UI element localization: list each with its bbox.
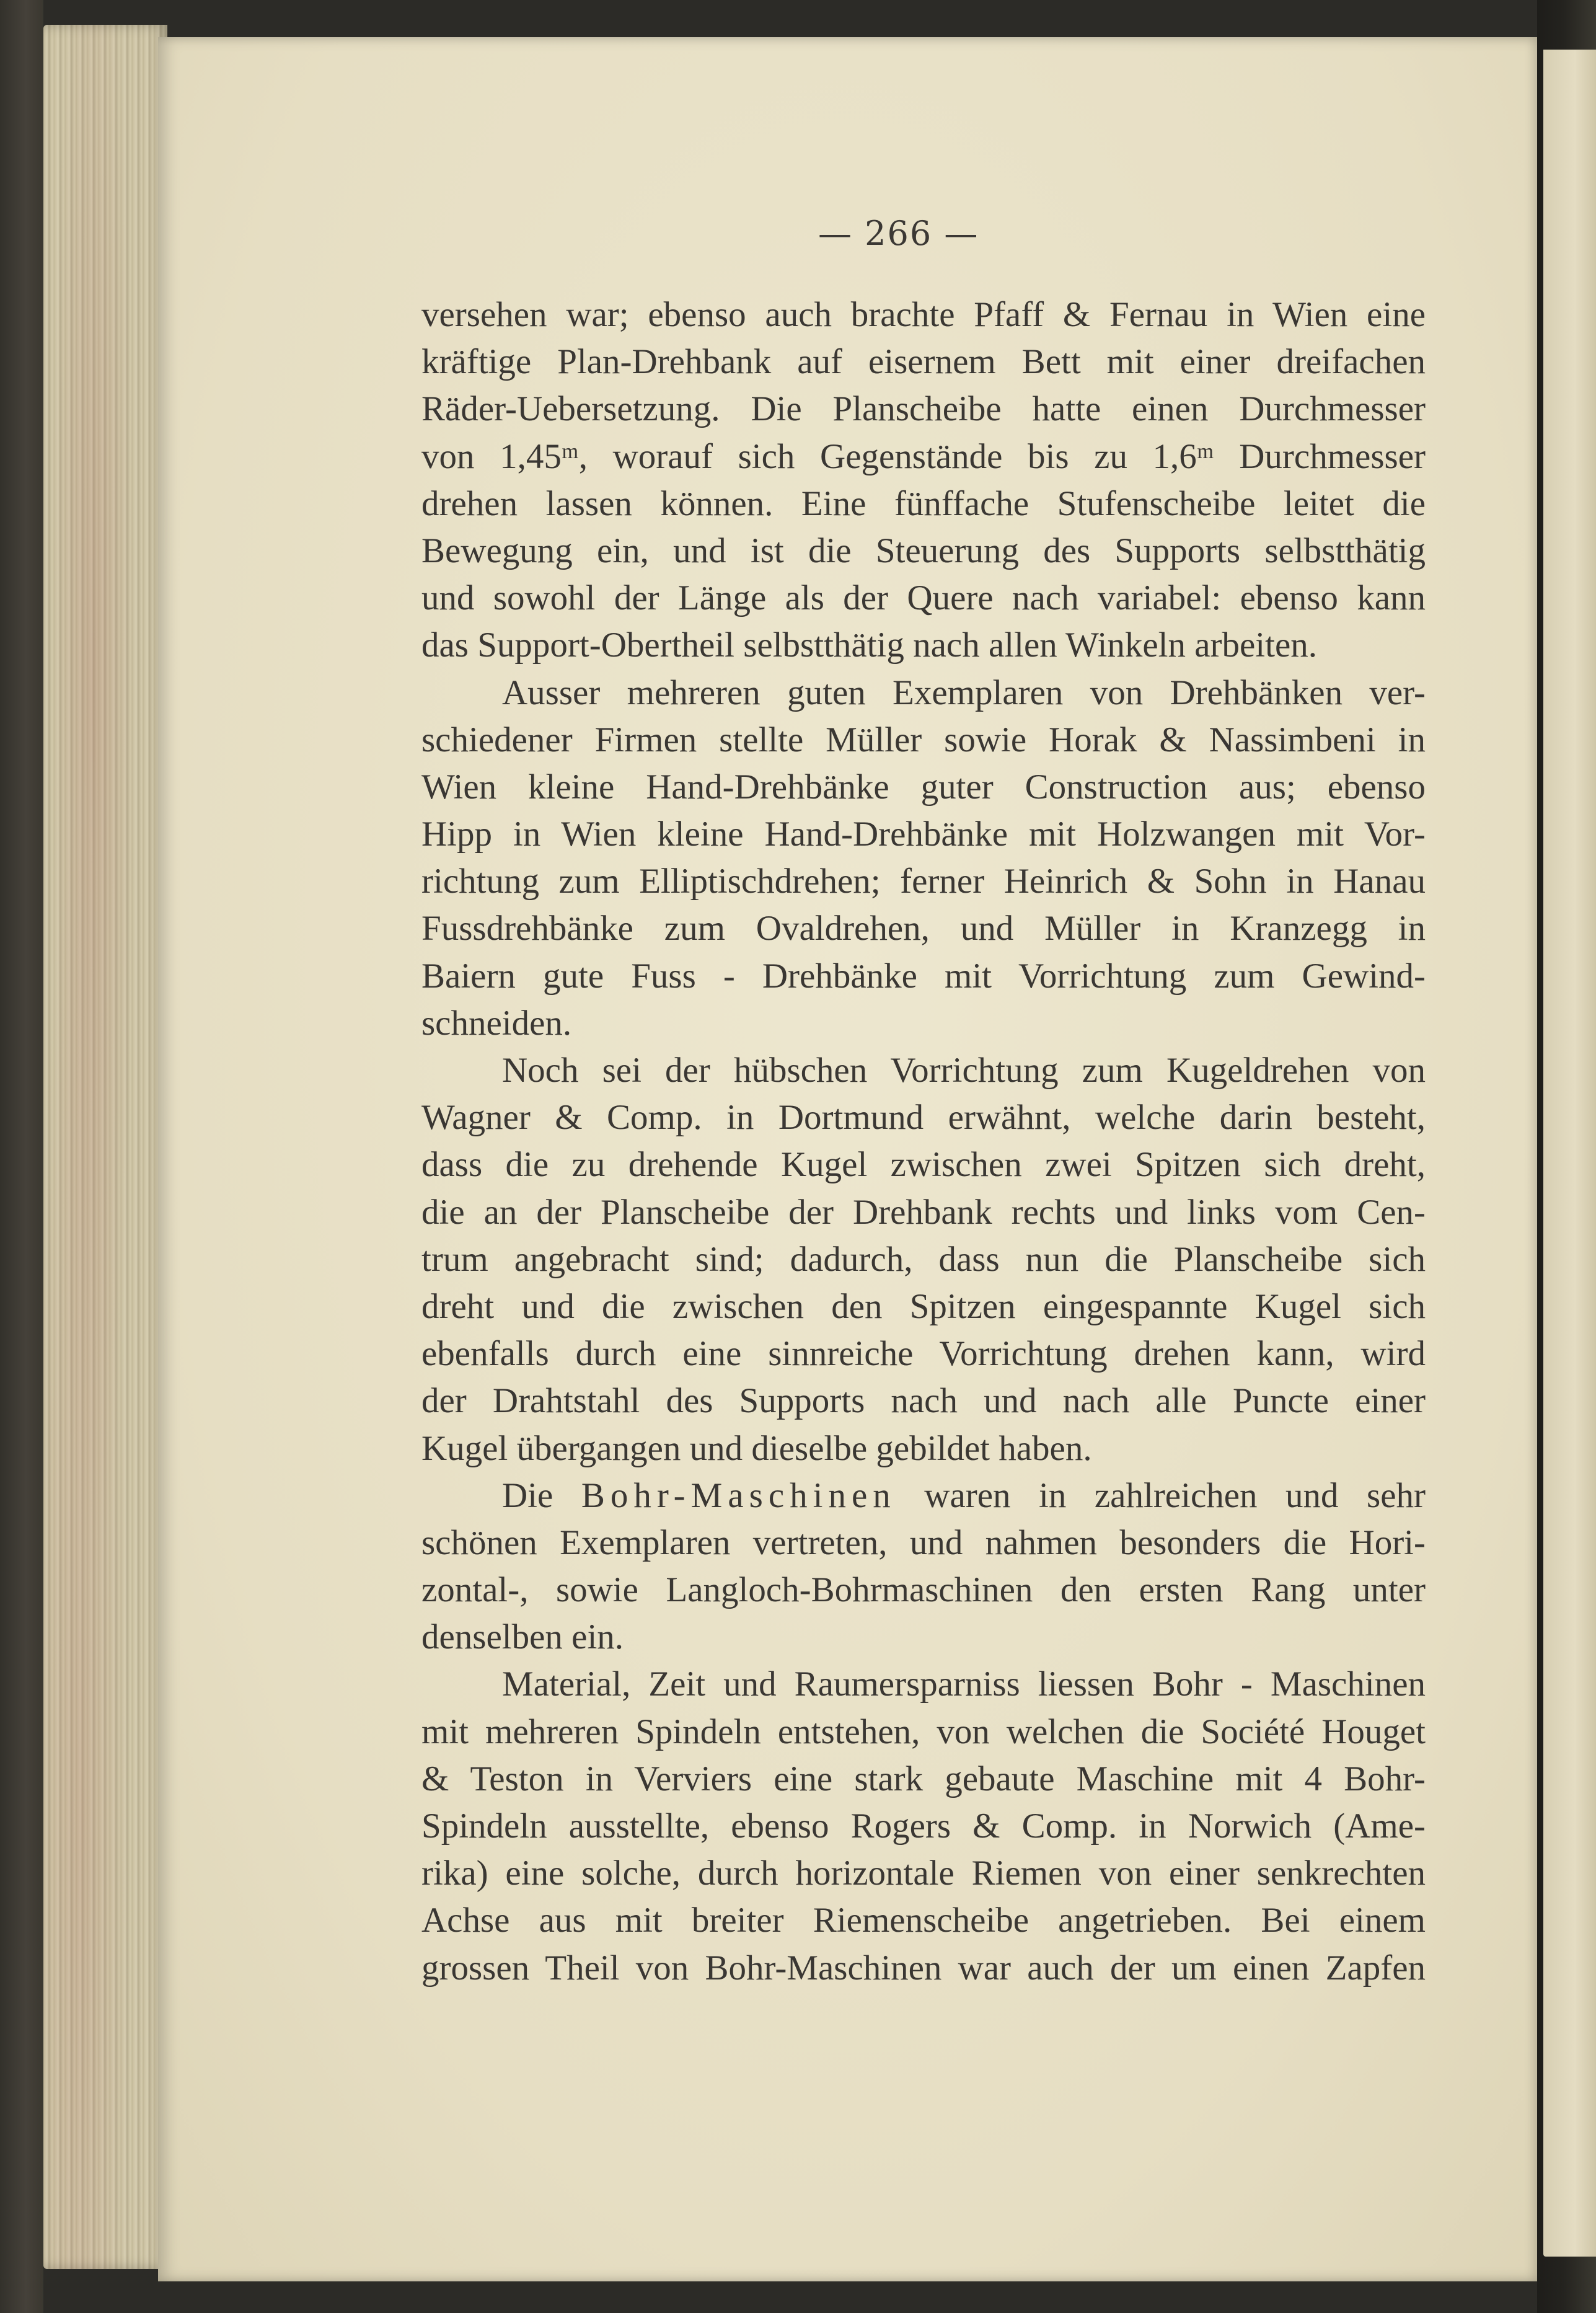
- page-edges-left: [43, 25, 167, 2269]
- text-line: Kugel übergangen und dieselbe gebildet haben.: [421, 1428, 1092, 1468]
- emphasis-term: Bohr-Maschinen: [581, 1475, 896, 1515]
- text-rest: waren in zahlreichen und sehr: [924, 1475, 1426, 1515]
- next-page-edge: [1543, 50, 1596, 2257]
- book-cover-left: [0, 0, 43, 2313]
- text-line: ebenfalls durch eine sinnreiche Vorrichtung drehen kann, wird: [421, 1334, 1426, 1374]
- text-line: mit mehreren Spindeln entstehen, von welchen die Société Houget: [421, 1712, 1426, 1751]
- text-line: Material, Zeit und Raumersparniss liessen Bohr - Maschinen: [502, 1665, 1426, 1704]
- text-line: richtung zum Elliptischdrehen; ferner Heinrich & Sohn in Hanau: [421, 862, 1426, 901]
- text-line: rika) eine solche, durch horizontale Riemen von einer senkrechten: [421, 1854, 1426, 1893]
- text-line: versehen war; ebenso auch brachte Pfaff & Fernau in Wien eine: [421, 295, 1426, 334]
- text-line: [421, 1472, 1426, 1519]
- text-line: dreht und die zwischen den Spitzen eingespannte Kugel sich: [421, 1286, 1426, 1326]
- text-line: trum angebracht sind; dadurch, dass nun die Planscheibe sich: [421, 1239, 1426, 1279]
- text-line: schönen Exemplaren vertreten, und nahmen besonders die Hori-: [421, 1523, 1426, 1562]
- text-line: der Drahtstahl des Supports nach und nach alle Puncte einer: [421, 1381, 1426, 1421]
- text-line: zontal-, sowie Langloch-Bohrmaschinen den ersten Rang unter: [421, 1570, 1426, 1610]
- body-text: [421, 291, 1426, 1992]
- text-line: Wagner & Comp. in Dortmund erwähnt, welche darin besteht,: [421, 1098, 1426, 1138]
- text-line: die an der Planscheibe der Drehbank rechts und links vom Cen-: [421, 1192, 1426, 1232]
- text-line: Räder-Uebersetzung. Die Planscheibe hatte einen Durchmesser: [421, 389, 1426, 429]
- text-line: Wien kleine Hand-Drehbänke guter Construction aus; ebenso: [421, 767, 1426, 807]
- page-number: — 266 —: [818, 214, 979, 253]
- text-line: denselben ein.: [421, 1617, 624, 1657]
- text-line: Fussdrehbänke zum Ovaldrehen, und Müller in Kranzegg in: [421, 909, 1426, 949]
- text-line: Baiern gute Fuss - Drehbänke mit Vorrichtung zum Gewind-: [421, 956, 1426, 996]
- text-line: kräftige Plan-Drehbank auf eisernem Bett mit einer dreifachen: [421, 342, 1426, 382]
- text-line: dass die zu drehende Kugel zwischen zwei Spitzen sich dreht,: [421, 1145, 1426, 1185]
- text-line: Spindeln ausstellte, ebenso Rogers & Comp. in Norwich (Ame-: [421, 1807, 1426, 1846]
- text-line: Bewegung ein, und ist die Steuerung des Supports selbstthätig: [421, 531, 1426, 570]
- text-line: grossen Theil von Bohr-Maschinen war auch der um einen Zapfen: [421, 1948, 1426, 1988]
- text-line: von 1,45ᵐ, worauf sich Gegenstände bis zu 1,6ᵐ Durchmesser: [421, 436, 1426, 476]
- text-line: schiedener Firmen stellte Müller sowie Horak & Nassimbeni in: [421, 720, 1426, 759]
- text-line: und sowohl der Länge als der Quere nach variabel: ebenso kann: [421, 578, 1426, 618]
- text-lead: Die: [502, 1475, 553, 1515]
- text-line: das Support-Obertheil selbstthätig nach allen Winkeln arbeiten.: [421, 626, 1318, 665]
- text-line: Ausser mehreren guten Exemplaren von Drehbänken ver-: [502, 673, 1426, 712]
- text-line: Noch sei der hübschen Vorrichtung zum Kugeldrehen von: [502, 1051, 1426, 1090]
- text-line: Hipp in Wien kleine Hand-Drehbänke mit Holzwangen mit Vor-: [421, 815, 1426, 854]
- text-line: & Teston in Verviers eine stark gebaute Maschine mit 4 Bohr-: [421, 1759, 1426, 1798]
- text-line: drehen lassen können. Eine fünffache Stufenscheibe leitet die: [421, 484, 1426, 523]
- text-line: Achse aus mit breiter Riemenscheibe angetrieben. Bei einem: [421, 1901, 1426, 1940]
- text-line: schneiden.: [421, 1003, 572, 1043]
